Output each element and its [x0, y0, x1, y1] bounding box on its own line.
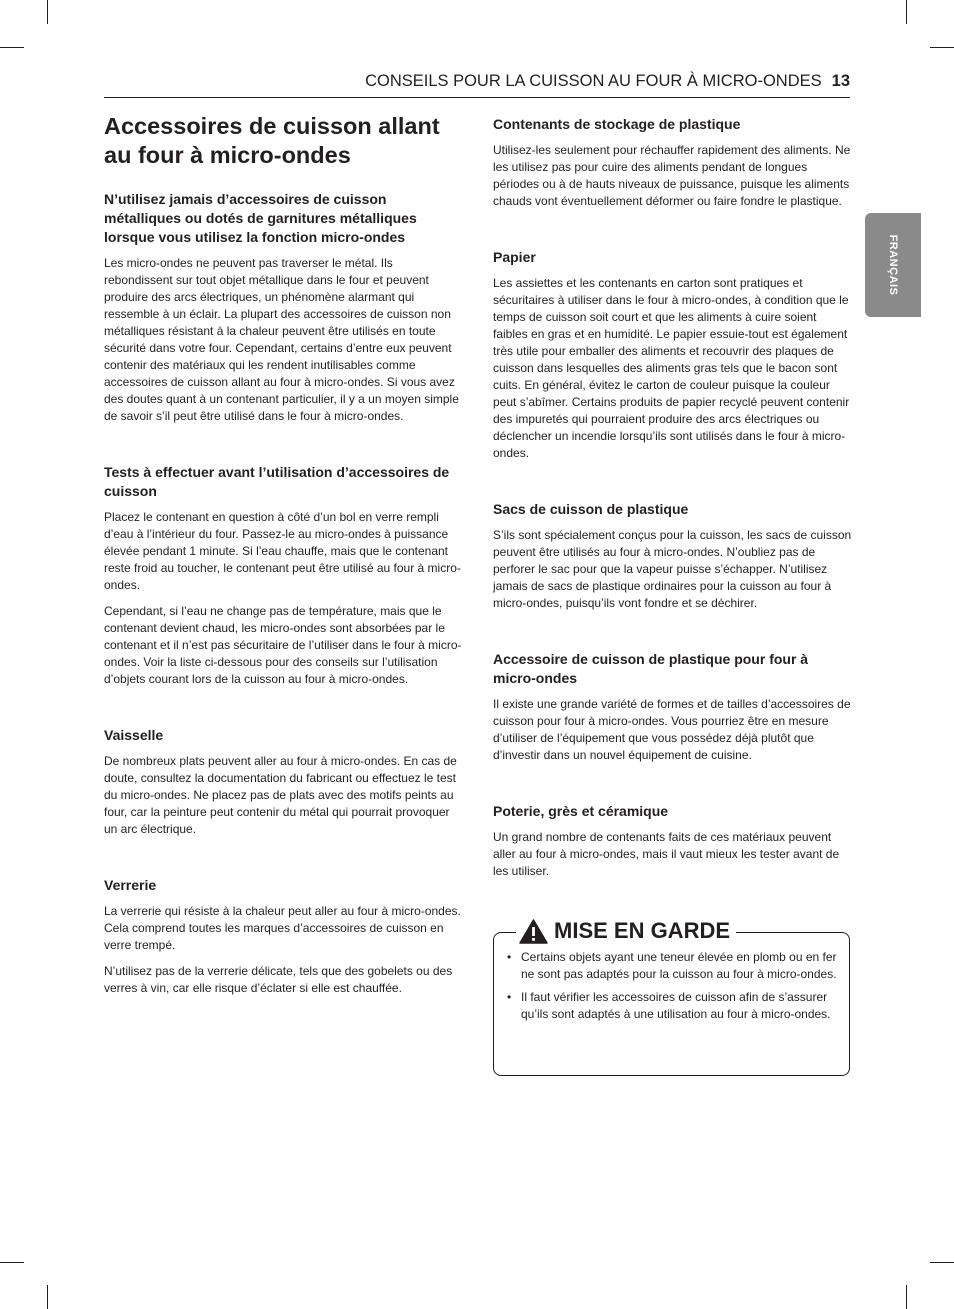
- caution-box: [493, 918, 850, 1076]
- section-paragraph: Cependant, si l’eau ne change pas de température, mais que le contenant devient chaud, les micro-ondes sont absorbées par le contenant et il n’est pas sécuritaire de l’utiliser dans le four à micro-ondes. Voir la liste ci-dessous pour des conseils sur l’utilisation d’objets courant lors de la cuisson au four à micro-ondes.: [104, 604, 462, 686]
- page-title: Accessoires de cuisson allant au four à micro-ondes: [104, 113, 440, 168]
- section-paragraph: Placez le contenant en question à côté d’un bol en verre rempli d’eau à l’intérieur du four. Passez-le au micro-ondes à puissance élevée pendant 1 minute. Si l’eau chauffe, mais que le contenant reste froid au toucher, le contenant peut être utilisé au four à micro-ondes.: [104, 510, 461, 592]
- section-heading: Poterie, grès et céramique: [493, 803, 669, 819]
- section-paragraph: Les assiettes et les contenants en carton sont pratiques et sécuritaires à utiliser dans le four à micro-ondes, à condition que le temps de cuisson soit court et que les aliments à cuire soient faibles en gras et en humidité. Le papier essuie-tout est également très utile pour emballer des aliments et recouvrir des plaques de cuisson dans lesquelles des aliments gras tels que le bacon sont cuits. En général, évitez le carton de couleur puisque la couleur peut s’abîmer. Certains produits de papier recyclé peuvent contenir des impuretés qui pourraient produire des arcs électriques ou déclencher un incendie lorsqu’ils sont utilisés dans le four à micro-ondes.: [493, 276, 850, 460]
- caution-list: [506, 949, 840, 1029]
- running-header: [104, 72, 850, 91]
- section-plastic-bags: [493, 500, 853, 612]
- section-paragraph: De nombreux plats peuvent aller au four à micro-ondes. En cas de doute, consultez la documentation du fabricant ou effectuez le test du micro-ondes. Ne placez pas de plats avec des motifs peints au four, car la peinture peut contenir du métal qui pourrait provoquer un arc électrique.: [104, 754, 457, 836]
- section-plastic-cookware: [493, 650, 853, 764]
- right-column: [493, 115, 853, 918]
- language-side-tab: [865, 213, 921, 317]
- section-heading: Papier: [493, 249, 536, 265]
- section-heading: Accessoire de cuisson de plastique pour four à micro-ondes: [493, 651, 809, 686]
- header-rule: [104, 97, 850, 98]
- section-paragraph: Les micro-ondes ne peuvent pas traverser le métal. Ils rebondissent sur tout objet métallique dans le four et peuvent produire des arcs électriques, un phénomène alarmant qui ressemble à un éclair. La plupart des accessoires de cuisson non métalliques résistant à la chaleur peuvent être utilisés en toute sécurité dans votre four. Cependant, certains d’entre eux peuvent contenir des matériaux qui les rendent inutilisables comme accessoires de cuisson allant au four à micro-ondes. Si vous avez des doutes quant à un contenant particulier, il y a un moyen simple de savoir s’il peut être utilisé dans le four à micro-ondes.: [104, 256, 459, 423]
- section-papier: [493, 248, 853, 462]
- section-paragraph: La verrerie qui résiste à la chaleur peut aller au four à micro-ondes. Cela comprend toutes les marques d’accessoires de cuisson en verre trempé.: [104, 904, 461, 952]
- caution-title: [516, 918, 736, 944]
- warning-triangle-icon: [519, 919, 548, 944]
- section-verrerie: [104, 876, 462, 997]
- left-column: [104, 112, 462, 1035]
- caution-item: • Certains objets ayant une teneur élevée en plomb ou en fer ne sont pas adaptés pour la cuisson au four à micro-ondes.: [506, 949, 840, 983]
- section-paragraph: Il existe une grande variété de formes et de tailles d’accessoires de cuisson pour four à micro-ondes. Vous pourriez être en mesure d’utiliser de l’équipement que vous possédez déjà plutôt que d’investir dans un nouvel équipement de cuisine.: [493, 697, 851, 762]
- section-pottery: [493, 802, 853, 880]
- caution-title-text: MISE EN GARDE: [554, 918, 731, 943]
- section-paragraph: S’ils sont spécialement conçus pour la cuisson, les sacs de cuisson peuvent être utilisés au four à micro-ondes. N’oubliez pas de perforer le sac pour que la vapeur puisse s’échapper. N’utilisez jamais de sacs de plastique ordinaires pour la cuisson au four à micro-ondes, puisqu’ils vont fondre et se déchirer.: [493, 528, 852, 610]
- language-side-tab-label: FRANÇAIS: [887, 234, 899, 296]
- section-plastic-containers: [493, 115, 853, 210]
- section-heading: Sacs de cuisson de plastique: [493, 501, 689, 517]
- section-paragraph: N’utilisez pas de la verrerie délicate, tels que des gobelets ou des verres à vin, car elle risque d’éclater si elle est chauffée.: [104, 964, 453, 995]
- crop-mark: [0, 1262, 24, 1263]
- section-tests: [104, 463, 462, 688]
- crop-mark: [47, 1285, 48, 1309]
- caution-item: • Il faut vérifier les accessoires de cuisson afin de s’assurer qu’ils sont adaptés à une utilisation au four à micro-ondes.: [506, 989, 840, 1023]
- page-number: 13: [831, 72, 850, 90]
- crop-mark: [930, 1262, 954, 1263]
- crop-mark: [906, 0, 907, 24]
- section-heading: Contenants de stockage de plastique: [493, 116, 741, 132]
- section-heading: Verrerie: [104, 877, 157, 893]
- section-paragraph: Un grand nombre de contenants faits de ces matériaux peuvent aller au four à micro-ondes, mais il vaut mieux les tester avant de les utiliser.: [493, 830, 840, 878]
- header-title: CONSEILS POUR LA CUISSON AU FOUR À MICRO-ONDES: [365, 72, 822, 90]
- section-vaisselle: [104, 726, 462, 838]
- section-heading: N’utilisez jamais d’accessoires de cuisson métalliques ou dotés de garnitures métalliques lorsque vous utilisez la fonction micro-ondes: [104, 191, 417, 245]
- section-heading: Vaisselle: [104, 727, 164, 743]
- section-heading: Tests à effectuer avant l’utilisation d’accessoires de cuisson: [104, 464, 450, 499]
- crop-mark: [47, 0, 48, 24]
- crop-mark: [930, 47, 954, 48]
- crop-mark: [906, 1285, 907, 1309]
- crop-mark: [0, 47, 24, 48]
- section-metal-warning: [104, 190, 462, 425]
- section-paragraph: Utilisez-les seulement pour réchauffer rapidement des aliments. Ne les utilisez pas pour cuire des aliments pendant de longues périodes ou à de hauts niveaux de puissance, puisque les aliments chauds vont éventuellement déformer ou faire fondre le plastique.: [493, 143, 851, 208]
